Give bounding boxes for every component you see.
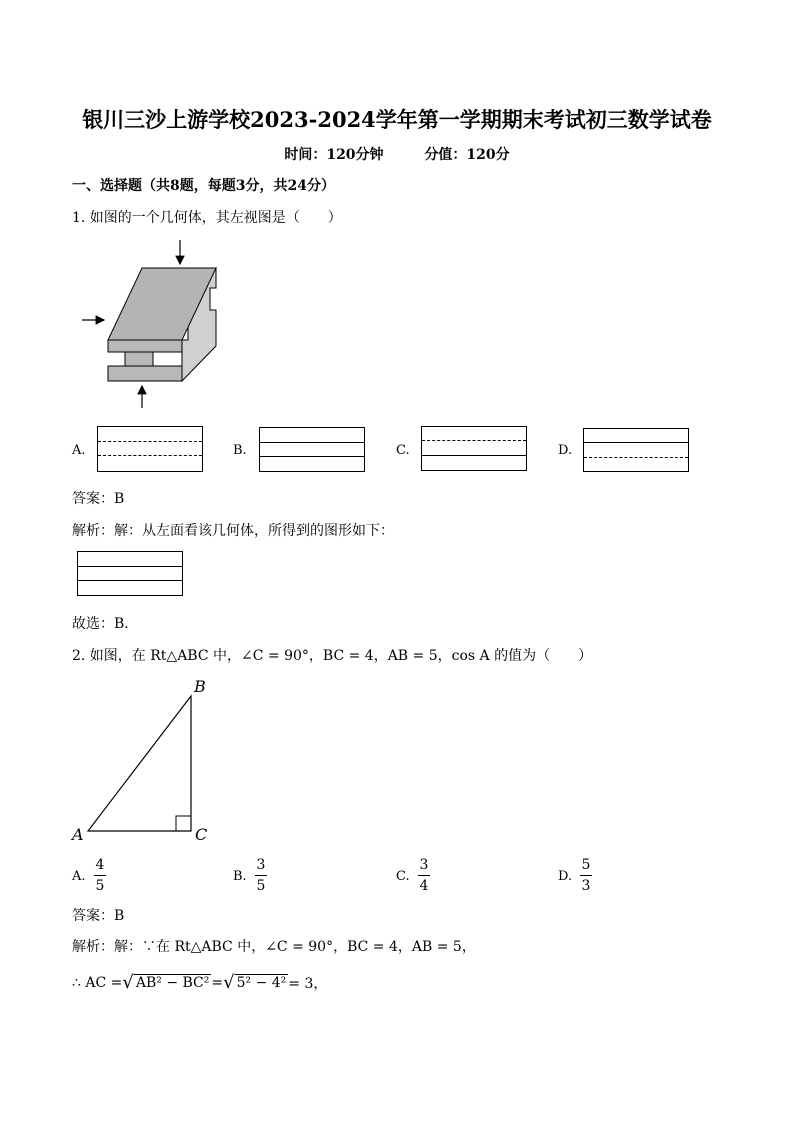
q1-option-c-label: C. xyxy=(396,443,410,458)
calc-result: = 3， xyxy=(288,975,328,992)
q1-answer: 答案：B xyxy=(72,491,125,507)
q1-option-d-label: D. xyxy=(558,443,573,458)
numerator: 3 xyxy=(419,857,429,873)
q1-solid-figure xyxy=(78,236,228,416)
sqrt-expression-2: √ 5² − 4² xyxy=(223,972,287,993)
q2-stem: 2. 如图，在 Rt△ABC 中，∠C = 90°，BC = 4，AB = 5，cos A 的值为（ ） xyxy=(72,648,593,664)
q1-option-b-figure xyxy=(259,427,365,472)
vertex-c-label: C xyxy=(195,825,208,844)
q2-option-b-fraction xyxy=(255,857,267,894)
q1-analysis: 解析：解：从左面看该几何体，所得到的图形如下： xyxy=(72,523,394,539)
vertex-a-label: A xyxy=(72,825,84,844)
radicand-1: AB² − BC² xyxy=(135,975,210,991)
denominator: 5 xyxy=(256,878,266,894)
q2-answer: 答案：B xyxy=(72,908,125,924)
numerator: 3 xyxy=(256,857,266,873)
q2-option-c-fraction xyxy=(418,857,430,894)
vertex-b-label: B xyxy=(194,677,206,696)
section-heading: 一、选择题（共8题，每题3分，共24分） xyxy=(72,178,335,194)
radicand-2: 5² − 4² xyxy=(236,975,287,991)
calc-prefix: ∴ AC = xyxy=(72,974,123,991)
calc-equals: = xyxy=(211,974,224,991)
q2-option-a-label: A. xyxy=(72,869,86,884)
q1-solution-figure xyxy=(77,551,183,596)
sqrt-expression-1: √ AB² − BC² xyxy=(122,972,210,993)
q2-option-d-fraction xyxy=(580,857,592,894)
q1-option-a-label: A. xyxy=(72,443,86,458)
q1-option-c-figure xyxy=(421,426,527,471)
q1-option-a-figure xyxy=(97,426,203,472)
q1-choose: 故选：B． xyxy=(72,616,139,632)
q1-option-b-label: B. xyxy=(233,443,247,458)
q1-stem: 1. 如图的一个几何体，其左视图是（ ） xyxy=(72,210,342,226)
exam-meta xyxy=(0,144,794,164)
q2-triangle-figure xyxy=(66,676,226,846)
page-title: 银川三沙上游学校2023-2024学年第一学期期末考试初三数学试卷 xyxy=(82,107,712,132)
q2-analysis: 解析：解：∵在 Rt△ABC 中，∠C = 90°，BC = 4，AB = 5， xyxy=(72,939,476,955)
q2-option-c-label: C. xyxy=(396,869,410,884)
denominator: 5 xyxy=(95,878,105,894)
q2-calculation xyxy=(72,972,327,993)
q2-option-d-label: D. xyxy=(558,869,573,884)
q1-option-d-figure xyxy=(583,428,689,472)
exam-score: 分值：120分 xyxy=(424,147,510,163)
denominator: 3 xyxy=(581,878,591,894)
q2-option-a-fraction xyxy=(94,857,106,894)
q2-option-b-label: B. xyxy=(233,869,247,884)
numerator: 4 xyxy=(95,857,105,873)
denominator: 4 xyxy=(419,878,429,894)
exam-time: 时间：120分钟 xyxy=(284,147,384,163)
numerator: 5 xyxy=(581,857,591,873)
